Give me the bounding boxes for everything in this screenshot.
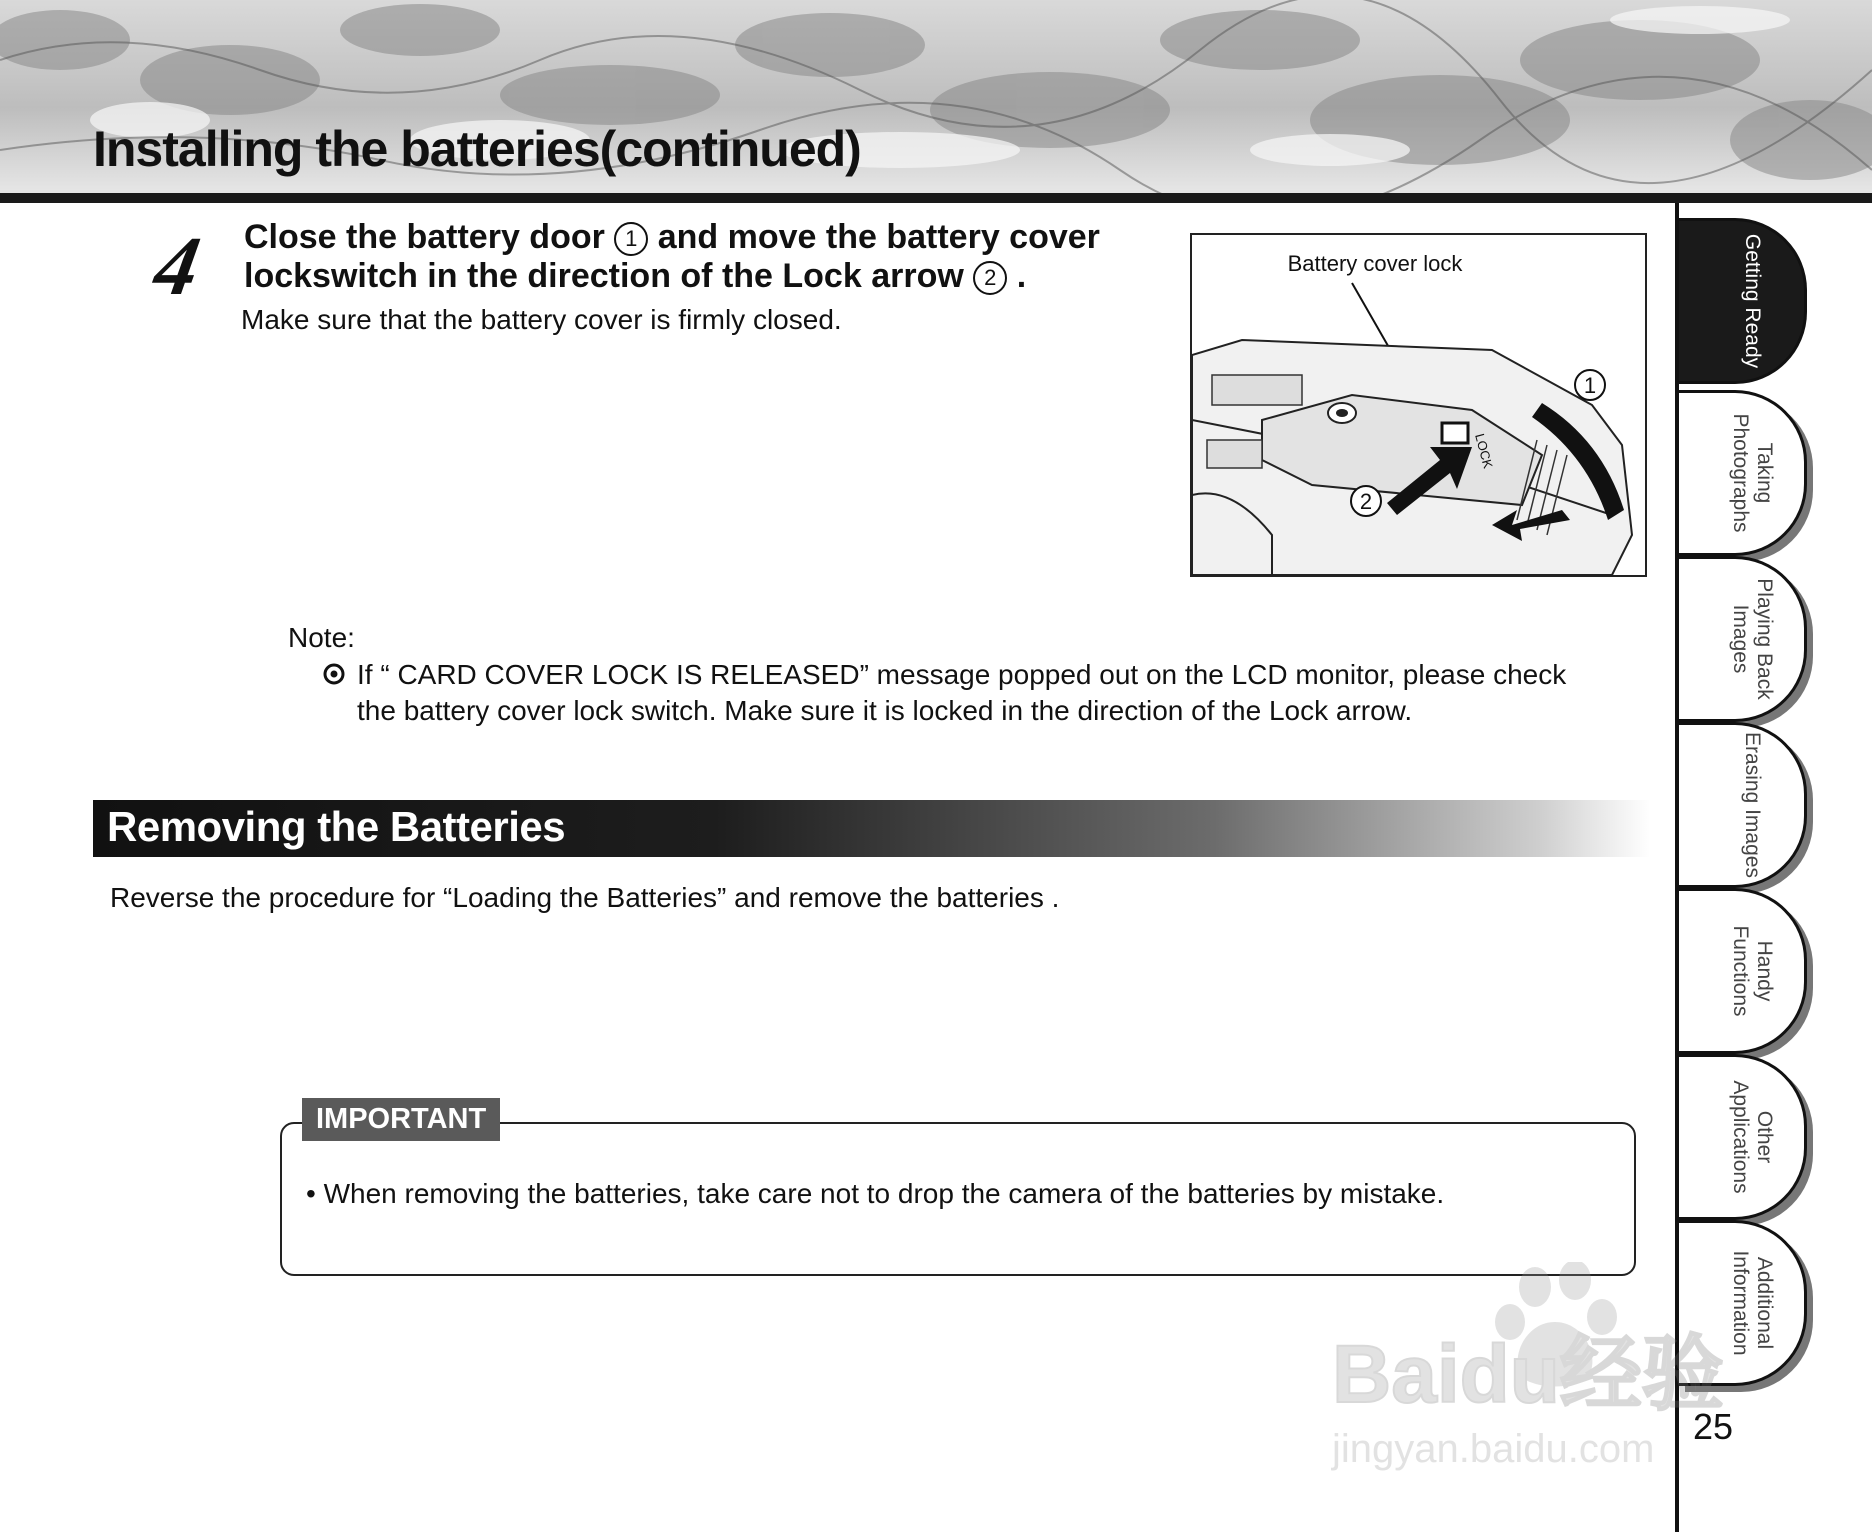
svg-text:jingyan.baidu.com: jingyan.baidu.com — [1332, 1427, 1655, 1471]
step-title-end: . — [1016, 257, 1027, 295]
tab-label: Other Applications — [1728, 1080, 1776, 1194]
tab-label: Taking Photographs — [1728, 413, 1776, 533]
svg-text:4: 4 — [147, 222, 207, 312]
section-title: Removing the Batteries — [107, 803, 566, 850]
step-number-badge — [140, 222, 230, 312]
step-number-icon — [140, 222, 230, 312]
tab-taking-photographs[interactable] — [1679, 390, 1807, 556]
double-circle-bullet-icon — [323, 657, 347, 693]
step-title — [244, 218, 1164, 296]
tab-label: Additional Information — [1728, 1250, 1776, 1356]
figure-marker-1: 1 — [1583, 373, 1597, 398]
tab-handy-functions[interactable] — [1679, 888, 1807, 1054]
tab-getting-ready[interactable] — [1679, 218, 1807, 384]
figure-caption: Battery cover lock — [1287, 251, 1463, 276]
battery-cover-figure — [1190, 233, 1647, 577]
note-label: Note: — [288, 622, 355, 653]
note-body — [325, 657, 1595, 729]
section-body: Reverse the procedure for “Loading the Batteries” and remove the batteries . — [110, 882, 1060, 913]
step-description: Make sure that the battery cover is firmly closed. — [241, 304, 842, 335]
step-title-part2: and move the battery cover lockswitch in the direction of the Lock arrow — [244, 218, 1100, 295]
tab-label: Handy Functions — [1728, 925, 1776, 1017]
step-title-part1: Close the battery door — [244, 218, 605, 256]
tab-label: Erasing Images — [1740, 732, 1764, 878]
tab-playing-back-images[interactable] — [1679, 556, 1807, 722]
tab-label: Getting Ready — [1740, 233, 1764, 369]
circled-marker-2: 2 — [973, 261, 1007, 295]
lock-label: LOCK — [1472, 431, 1496, 470]
note-text: If “ CARD COVER LOCK IS RELEASED” message popped out on the LCD monitor, please check the battery cover lock switch. Make sure it is locked in the direction of the Lock arrow. — [357, 659, 1567, 726]
figure-marker-2: 2 — [1359, 489, 1373, 514]
tab-other-applications[interactable] — [1679, 1054, 1807, 1220]
camera-illustration — [1192, 235, 1645, 575]
page-title: Installing the batteries(continued) — [93, 121, 861, 177]
circled-marker-1: 1 — [614, 222, 648, 256]
tab-label: Playing Back Images — [1728, 578, 1776, 700]
important-text: • When removing the batteries, take care not to drop the camera of the batteries by mistake. — [306, 1178, 1445, 1209]
page-number: 25 — [1693, 1406, 1734, 1447]
tab-erasing-images[interactable] — [1679, 722, 1807, 888]
header-rule — [0, 193, 1872, 203]
svg-text:Baidu经验: Baidu经验 — [1332, 1329, 1724, 1420]
section-header-bar — [93, 800, 1650, 857]
important-label: IMPORTANT — [302, 1098, 500, 1141]
